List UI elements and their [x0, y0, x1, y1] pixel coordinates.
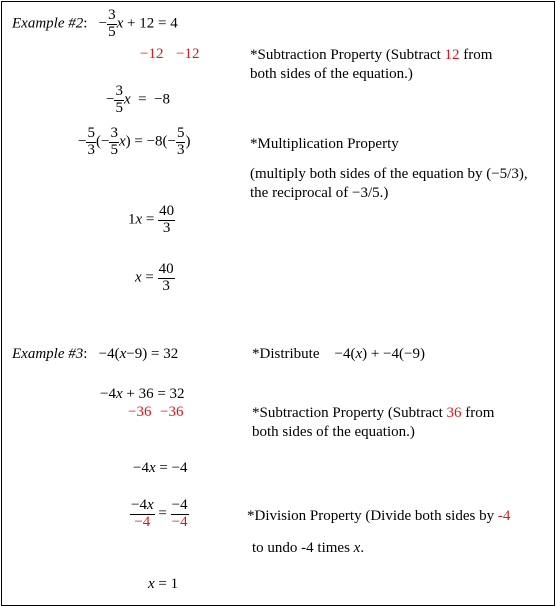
fraction: [158, 204, 175, 237]
numerator: −4: [171, 497, 188, 513]
example2-sub-left: −12: [140, 46, 164, 62]
numerator: 5: [176, 125, 185, 141]
equals: =: [141, 269, 158, 286]
note-number: 12: [444, 47, 460, 63]
denominator: 3: [158, 220, 175, 237]
numerator: 40: [158, 261, 174, 277]
numerator: 5: [87, 125, 95, 141]
variable: x: [115, 386, 123, 402]
example3-line3: [133, 460, 188, 477]
example3-note3: [247, 508, 510, 525]
example2-line2: [106, 84, 170, 117]
variable: x: [119, 346, 127, 362]
variable: x: [116, 15, 124, 32]
equals: =: [154, 505, 171, 522]
fraction: [158, 262, 175, 295]
example2-sub-right: −12: [176, 46, 200, 62]
variable: x: [355, 346, 363, 362]
numerator: 3: [108, 7, 116, 23]
example2-note2-title: *Multiplication Property: [250, 136, 399, 152]
note-text: to undo -4 times: [252, 540, 354, 556]
denominator: 3: [87, 141, 95, 158]
equation-mid: ) = −8(−: [125, 133, 176, 150]
note-text: *Distribute −4(: [252, 346, 356, 362]
denominator: 3: [176, 141, 185, 158]
example3-line1: [12, 346, 178, 363]
example3-note3-line2: [252, 540, 364, 557]
example2-colon: :: [83, 15, 88, 32]
example3-sub-right: −36: [160, 404, 184, 420]
example2-label: Example #2: [12, 15, 84, 32]
paren: (−: [95, 133, 110, 150]
denominator: 3: [158, 278, 175, 295]
fraction: [86, 126, 96, 159]
example3-note1: [252, 346, 425, 363]
example3-line2: [100, 386, 185, 403]
example3-colon: :: [83, 346, 88, 362]
example2-line4: [128, 204, 175, 237]
equation-part: −4(: [98, 346, 120, 362]
variable: x: [123, 91, 131, 108]
fraction: [109, 126, 119, 159]
note-text: the reciprocal of −3/5.): [250, 185, 389, 201]
variable: x: [146, 497, 154, 513]
variable: x: [148, 460, 156, 476]
note-text: from: [459, 47, 493, 63]
denominator: 5: [110, 141, 118, 158]
note-number: -4: [497, 508, 511, 524]
example3-line5: [148, 576, 178, 593]
denominator: −4: [171, 513, 188, 530]
example2-line1: [12, 8, 178, 41]
note-text: *Subtraction Property (Subtract: [250, 47, 445, 63]
neg-sign: −: [78, 133, 87, 150]
equation-part: −4: [100, 386, 116, 402]
equation-part: −9) = 32: [126, 346, 179, 362]
numerator: 3: [110, 125, 118, 141]
note-text: (multiply both sides of the equation by (−5/3),: [250, 166, 528, 182]
example3-line4: [130, 498, 189, 531]
value: 1: [170, 576, 179, 592]
denominator: 5: [108, 23, 116, 40]
coefficient: 1: [128, 211, 136, 228]
equals: =: [142, 211, 159, 228]
note-text: from: [461, 405, 495, 421]
note-text: *Division Property (Divide both sides by: [247, 508, 498, 524]
numerator-coef: −4: [131, 497, 147, 513]
note-text: both sides of the equation.): [252, 424, 415, 440]
denominator: −4: [130, 514, 155, 531]
paren: ): [185, 133, 191, 150]
equation-part: + 36 = 32: [122, 386, 185, 402]
note-number: 36: [446, 405, 462, 421]
example3-note2: [252, 404, 494, 442]
numerator: 3: [115, 83, 123, 99]
fraction: [130, 498, 155, 531]
example2-eq1-rest: + 12 = 4: [123, 15, 178, 32]
variable: x: [148, 576, 155, 592]
equation-rest: = −8: [130, 91, 171, 108]
example2-eq1-neg: −: [98, 15, 108, 32]
fraction: [107, 8, 117, 41]
equation-part: = −4: [155, 460, 188, 476]
numerator: [130, 498, 155, 514]
note-text: ) + −4(−9): [362, 346, 425, 362]
equals: =: [154, 576, 171, 592]
numerator: 40: [159, 203, 175, 219]
variable: x: [118, 133, 126, 150]
example3-sub-left: −36: [128, 404, 152, 420]
equation-part: −4: [133, 460, 149, 476]
example2-note1: [250, 46, 492, 84]
note-text: .: [360, 540, 365, 556]
example2-line5: [135, 262, 175, 295]
note-text: *Subtraction Property (Subtract: [252, 405, 447, 421]
fraction: [114, 84, 124, 117]
neg-sign: −: [106, 91, 115, 108]
variable: x: [353, 540, 361, 556]
variable: x: [135, 269, 142, 286]
example2-line3: [78, 126, 190, 159]
denominator: 5: [115, 99, 123, 116]
fraction: [171, 498, 189, 531]
note-text: both sides of the equation.): [250, 66, 413, 82]
example3-label: Example #3: [12, 346, 84, 362]
variable: x: [135, 211, 143, 228]
example2-note2: [250, 165, 528, 203]
